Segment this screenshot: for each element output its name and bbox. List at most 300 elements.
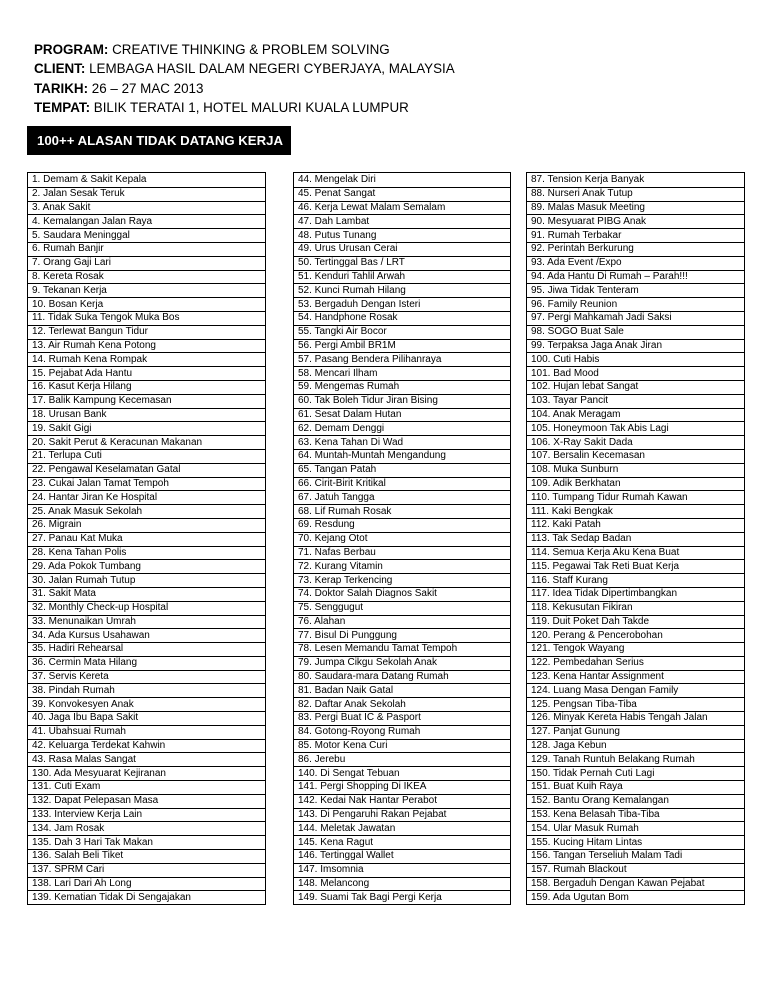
reason-cell: 57. Pasang Bendera Pilihanraya (294, 353, 511, 367)
column-gap (511, 712, 527, 726)
column-gap (511, 242, 527, 256)
table-row (28, 215, 745, 229)
table-row (28, 422, 745, 436)
table-row (28, 836, 745, 850)
reason-cell: 25. Anak Masuk Sekolah (28, 505, 266, 519)
tarikh-label: TARIKH: (34, 80, 89, 96)
column-gap (266, 781, 294, 795)
column-gap (266, 256, 294, 270)
reason-cell: 32. Monthly Check-up Hospital (28, 601, 266, 615)
column-gap (266, 270, 294, 284)
reason-cell: 121. Tengok Wayang (527, 643, 745, 657)
reason-cell: 33. Menunaikan Umrah (28, 615, 266, 629)
reason-cell: 43. Rasa Malas Sangat (28, 753, 266, 767)
column-gap (266, 725, 294, 739)
table-row (28, 353, 745, 367)
column-gap (266, 794, 294, 808)
reason-cell: 78. Lesen Memandu Tamat Tempoh (294, 643, 511, 657)
reason-cell: 15. Pejabat Ada Hantu (28, 367, 266, 381)
table-row (28, 684, 745, 698)
reason-cell: 102. Hujan lebat Sangat (527, 380, 745, 394)
reason-cell: 105. Honeymoon Tak Abis Lagi (527, 422, 745, 436)
table-row (28, 725, 745, 739)
column-gap (511, 684, 527, 698)
reason-cell: 126. Minyak Kereta Habis Tengah Jalan (527, 712, 745, 726)
reason-cell: 8. Kereta Rosak (28, 270, 266, 284)
reason-cell: 158. Bergaduh Dengan Kawan Pejabat (527, 877, 745, 891)
reason-cell: 139. Kematian Tidak Di Sengajakan (28, 891, 266, 905)
reason-cell: 7. Orang Gaji Lari (28, 256, 266, 270)
column-gap (511, 891, 527, 905)
reason-cell: 136. Salah Beli Tiket (28, 850, 266, 864)
reason-cell: 62. Demam Denggi (294, 422, 511, 436)
tempat-value: BILIK TERATAI 1, HOTEL MALURI KUALA LUMPUR (93, 100, 409, 116)
reason-cell: 26. Migrain (28, 518, 266, 532)
reason-cell: 109. Adik Berkhatan (527, 477, 745, 491)
column-gap (266, 656, 294, 670)
reason-cell: 9. Tekanan Kerja (28, 284, 266, 298)
reason-cell: 107. Bersalin Kecemasan (527, 449, 745, 463)
reason-cell: 4. Kemalangan Jalan Raya (28, 215, 266, 229)
column-gap (511, 477, 527, 491)
table-row (28, 505, 745, 519)
column-gap (266, 850, 294, 864)
reason-cell: 41. Ubahsuai Rumah (28, 725, 266, 739)
column-gap (266, 601, 294, 615)
table-row (28, 808, 745, 822)
table-row (28, 229, 745, 243)
column-gap (266, 560, 294, 574)
reason-cell: 58. Mencari Ilham (294, 367, 511, 381)
reason-cell: 5. Saudara Meninggal (28, 229, 266, 243)
reason-cell: 86. Jerebu (294, 753, 511, 767)
reason-cell: 112. Kaki Patah (527, 518, 745, 532)
column-gap (266, 367, 294, 381)
table-row (28, 753, 745, 767)
column-gap (266, 629, 294, 643)
column-gap (511, 215, 527, 229)
reason-cell: 29. Ada Pokok Tumbang (28, 560, 266, 574)
reason-cell: 95. Jiwa Tidak Tenteram (527, 284, 745, 298)
table-row (28, 712, 745, 726)
column-gap (266, 698, 294, 712)
reason-cell: 115. Pegawai Tak Reti Buat Kerja (527, 560, 745, 574)
reasons-table-body (28, 173, 745, 905)
reason-cell: 88. Nurseri Anak Tutup (527, 187, 745, 201)
reason-cell: 48. Putus Tunang (294, 229, 511, 243)
table-row (28, 698, 745, 712)
table-row (28, 394, 745, 408)
reason-cell: 17. Balik Kampung Kecemasan (28, 394, 266, 408)
reason-cell: 149. Suami Tak Bagi Pergi Kerja (294, 891, 511, 905)
reason-cell: 111. Kaki Bengkak (527, 505, 745, 519)
column-gap (511, 794, 527, 808)
table-row (28, 822, 745, 836)
reason-cell: 134. Jam Rosak (28, 822, 266, 836)
reason-cell: 80. Saudara-mara Datang Rumah (294, 670, 511, 684)
column-gap (511, 546, 527, 560)
column-gap (266, 187, 294, 201)
reason-cell: 61. Sesat Dalam Hutan (294, 408, 511, 422)
reason-cell: 138. Lari Dari Ah Long (28, 877, 266, 891)
table-row (28, 781, 745, 795)
reason-cell: 96. Family Reunion (527, 298, 745, 312)
reason-cell: 49. Urus Urusan Cerai (294, 242, 511, 256)
column-gap (511, 436, 527, 450)
column-gap (266, 574, 294, 588)
column-gap (511, 656, 527, 670)
table-row (28, 532, 745, 546)
reason-cell: 44. Mengelak Diri (294, 173, 511, 188)
reason-cell: 159. Ada Ugutan Bom (527, 891, 745, 905)
column-gap (266, 670, 294, 684)
column-gap (266, 325, 294, 339)
column-gap (511, 698, 527, 712)
column-gap (266, 836, 294, 850)
reasons-table (27, 172, 745, 905)
reason-cell: 146. Tertinggal Wallet (294, 850, 511, 864)
table-row (28, 242, 745, 256)
reason-cell: 11. Tidak Suka Tengok Muka Bos (28, 311, 266, 325)
reason-cell: 120. Perang & Pencerobohan (527, 629, 745, 643)
column-gap (511, 298, 527, 312)
reason-cell: 81. Badan Naik Gatal (294, 684, 511, 698)
reason-cell: 60. Tak Boleh Tidur Jiran Bising (294, 394, 511, 408)
reason-cell: 131. Cuti Exam (28, 781, 266, 795)
column-gap (511, 491, 527, 505)
reason-cell: 63. Kena Tahan Di Wad (294, 436, 511, 450)
reason-cell: 97. Pergi Mahkamah Jadi Saksi (527, 311, 745, 325)
reason-cell: 19. Sakit Gigi (28, 422, 266, 436)
column-gap (266, 449, 294, 463)
column-gap (511, 256, 527, 270)
column-gap (511, 725, 527, 739)
column-gap (511, 753, 527, 767)
reason-cell: 22. Pengawal Keselamatan Gatal (28, 463, 266, 477)
reason-cell: 108. Muka Sunburn (527, 463, 745, 477)
reason-cell: 84. Gotong-Royong Rumah (294, 725, 511, 739)
reason-cell: 59. Mengemas Rumah (294, 380, 511, 394)
column-gap (511, 629, 527, 643)
reason-cell: 133. Interview Kerja Lain (28, 808, 266, 822)
table-row (28, 850, 745, 864)
reason-cell: 129. Tanah Runtuh Belakang Rumah (527, 753, 745, 767)
reason-cell: 73. Kerap Terkencing (294, 574, 511, 588)
column-gap (266, 284, 294, 298)
column-gap (266, 712, 294, 726)
reason-cell: 116. Staff Kurang (527, 574, 745, 588)
table-row (28, 574, 745, 588)
reason-cell: 151. Buat Kuih Raya (527, 781, 745, 795)
reason-cell: 99. Terpaksa Jaga Anak Jiran (527, 339, 745, 353)
column-gap (511, 739, 527, 753)
column-gap (511, 339, 527, 353)
table-row (28, 436, 745, 450)
reason-cell: 6. Rumah Banjir (28, 242, 266, 256)
reason-cell: 122. Pembedahan Serius (527, 656, 745, 670)
table-row (28, 560, 745, 574)
table-row (28, 339, 745, 353)
table-row (28, 670, 745, 684)
table-row (28, 380, 745, 394)
reason-cell: 39. Konvokesyen Anak (28, 698, 266, 712)
program-line (34, 40, 455, 59)
reason-cell: 16. Kasut Kerja Hilang (28, 380, 266, 394)
table-row (28, 311, 745, 325)
reason-cell: 156. Tangan Terseliuh Malam Tadi (527, 850, 745, 864)
reason-cell: 20. Sakit Perut & Keracunan Makanan (28, 436, 266, 450)
column-gap (511, 808, 527, 822)
reason-cell: 68. Lif Rumah Rosak (294, 505, 511, 519)
column-gap (511, 463, 527, 477)
reason-cell: 66. Cirit-Birit Kritikal (294, 477, 511, 491)
column-gap (511, 367, 527, 381)
reason-cell: 40. Jaga Ibu Bapa Sakit (28, 712, 266, 726)
column-gap (511, 670, 527, 684)
table-row (28, 477, 745, 491)
column-gap (266, 298, 294, 312)
table-row (28, 463, 745, 477)
reason-cell: 103. Tayar Pancit (527, 394, 745, 408)
column-gap (266, 477, 294, 491)
reason-cell: 34. Ada Kursus Usahawan (28, 629, 266, 643)
reason-cell: 42. Keluarga Terdekat Kahwin (28, 739, 266, 753)
reason-cell: 74. Doktor Salah Diagnos Sakit (294, 587, 511, 601)
column-gap (266, 173, 294, 188)
column-gap (266, 436, 294, 450)
reason-cell: 50. Tertinggal Bas / LRT (294, 256, 511, 270)
column-gap (266, 863, 294, 877)
tarikh-value: 26 – 27 MAC 2013 (91, 80, 204, 96)
table-row (28, 325, 745, 339)
column-gap (266, 615, 294, 629)
table-row (28, 546, 745, 560)
reason-cell: 137. SPRM Cari (28, 863, 266, 877)
reason-cell: 145. Kena Ragut (294, 836, 511, 850)
column-gap (266, 822, 294, 836)
reason-cell: 12. Terlewat Bangun Tidur (28, 325, 266, 339)
column-gap (266, 491, 294, 505)
reason-cell: 37. Servis Kereta (28, 670, 266, 684)
column-gap (511, 767, 527, 781)
column-gap (266, 408, 294, 422)
table-row (28, 601, 745, 615)
column-gap (511, 229, 527, 243)
reason-cell: 46. Kerja Lewat Malam Semalam (294, 201, 511, 215)
column-gap (266, 684, 294, 698)
column-gap (266, 229, 294, 243)
column-gap (266, 518, 294, 532)
table-row (28, 173, 745, 188)
column-gap (266, 394, 294, 408)
reason-cell: 47. Dah Lambat (294, 215, 511, 229)
column-gap (511, 836, 527, 850)
reason-cell: 38. Pindah Rumah (28, 684, 266, 698)
reason-cell: 152. Bantu Orang Kemalangan (527, 794, 745, 808)
reason-cell: 36. Cermin Mata Hilang (28, 656, 266, 670)
reason-cell: 82. Daftar Anak Sekolah (294, 698, 511, 712)
column-gap (266, 753, 294, 767)
reason-cell: 92. Perintah Berkurung (527, 242, 745, 256)
reason-cell: 87. Tension Kerja Banyak (527, 173, 745, 188)
column-gap (266, 339, 294, 353)
column-gap (511, 325, 527, 339)
reason-cell: 72. Kurang Vitamin (294, 560, 511, 574)
reason-cell: 64. Muntah-Muntah Mengandung (294, 449, 511, 463)
reason-cell: 79. Jumpa Cikgu Sekolah Anak (294, 656, 511, 670)
reason-cell: 1. Demam & Sakit Kepala (28, 173, 266, 188)
reason-cell: 117. Idea Tidak Dipertimbangkan (527, 587, 745, 601)
reason-cell: 91. Rumah Terbakar (527, 229, 745, 243)
reason-cell: 119. Duit Poket Dah Takde (527, 615, 745, 629)
reason-cell: 51. Kenduri Tahlil Arwah (294, 270, 511, 284)
reason-cell: 77. Bisul Di Punggung (294, 629, 511, 643)
reason-cell: 76. Alahan (294, 615, 511, 629)
column-gap (266, 532, 294, 546)
reason-cell: 142. Kedai Nak Hantar Perabot (294, 794, 511, 808)
column-gap (266, 505, 294, 519)
reason-cell: 90. Mesyuarat PIBG Anak (527, 215, 745, 229)
program-value: CREATIVE THINKING & PROBLEM SOLVING (112, 42, 390, 57)
reason-cell: 98. SOGO Buat Sale (527, 325, 745, 339)
reason-cell: 148. Melancong (294, 877, 511, 891)
reason-cell: 127. Panjat Gunung (527, 725, 745, 739)
column-gap (266, 463, 294, 477)
table-row (28, 367, 745, 381)
table-row (28, 643, 745, 657)
column-gap (511, 353, 527, 367)
column-gap (266, 587, 294, 601)
client-value: LEMBAGA HASIL DALAM NEGERI CYBERJAYA, MALAYSIA (89, 61, 455, 77)
column-gap (266, 201, 294, 215)
reason-cell: 113. Tak Sedap Badan (527, 532, 745, 546)
table-row (28, 794, 745, 808)
table-row (28, 256, 745, 270)
column-gap (266, 643, 294, 657)
column-gap (511, 601, 527, 615)
reason-cell: 28. Kena Tahan Polis (28, 546, 266, 560)
column-gap (266, 767, 294, 781)
reason-cell: 150. Tidak Pernah Cuti Lagi (527, 767, 745, 781)
table-row (28, 518, 745, 532)
column-gap (511, 781, 527, 795)
reason-cell: 69. Resdung (294, 518, 511, 532)
table-row (28, 449, 745, 463)
reason-cell: 130. Ada Mesyuarat Kejiranan (28, 767, 266, 781)
reason-cell: 114. Semua Kerja Aku Kena Buat (527, 546, 745, 560)
reason-cell: 100. Cuti Habis (527, 353, 745, 367)
column-gap (511, 587, 527, 601)
reason-cell: 2. Jalan Sesak Teruk (28, 187, 266, 201)
column-gap (511, 422, 527, 436)
reason-cell: 54. Handphone Rosak (294, 311, 511, 325)
column-gap (511, 408, 527, 422)
reason-cell: 67. Jatuh Tangga (294, 491, 511, 505)
reason-cell: 89. Malas Masuk Meeting (527, 201, 745, 215)
tarikh-line (34, 79, 455, 98)
table-row (28, 491, 745, 505)
column-gap (511, 505, 527, 519)
tempat-line (34, 98, 455, 117)
reason-cell: 125. Pengsan Tiba-Tiba (527, 698, 745, 712)
column-gap (266, 380, 294, 394)
reason-cell: 141. Pergi Shopping Di IKEA (294, 781, 511, 795)
column-gap (266, 311, 294, 325)
document-header (34, 40, 455, 118)
reason-cell: 30. Jalan Rumah Tutup (28, 574, 266, 588)
reason-cell: 45. Penat Sangat (294, 187, 511, 201)
reason-cell: 135. Dah 3 Hari Tak Makan (28, 836, 266, 850)
reason-cell: 110. Tumpang Tidur Rumah Kawan (527, 491, 745, 505)
reason-cell: 18. Urusan Bank (28, 408, 266, 422)
column-gap (266, 422, 294, 436)
reason-cell: 106. X-Ray Sakit Dada (527, 436, 745, 450)
table-row (28, 891, 745, 905)
column-gap (266, 242, 294, 256)
reason-cell: 153. Kena Belasah Tiba-Tiba (527, 808, 745, 822)
reason-cell: 124. Luang Masa Dengan Family (527, 684, 745, 698)
table-row (28, 587, 745, 601)
reason-cell: 70. Kejang Otot (294, 532, 511, 546)
column-gap (511, 394, 527, 408)
column-gap (511, 532, 527, 546)
reason-cell: 143. Di Pengaruhi Rakan Pejabat (294, 808, 511, 822)
table-row (28, 863, 745, 877)
column-gap (511, 643, 527, 657)
reason-cell: 56. Pergi Ambil BR1M (294, 339, 511, 353)
column-gap (511, 187, 527, 201)
reason-cell: 53. Bergaduh Dengan Isteri (294, 298, 511, 312)
reason-cell: 14. Rumah Kena Rompak (28, 353, 266, 367)
column-gap (511, 560, 527, 574)
reason-cell: 10. Bosan Kerja (28, 298, 266, 312)
column-gap (511, 380, 527, 394)
section-banner: 100++ ALASAN TIDAK DATANG KERJA (27, 126, 291, 155)
reason-cell: 147. Imsomnia (294, 863, 511, 877)
column-gap (511, 877, 527, 891)
reason-cell: 31. Sakit Mata (28, 587, 266, 601)
table-row (28, 877, 745, 891)
table-row (28, 201, 745, 215)
table-row (28, 767, 745, 781)
reason-cell: 144. Meletak Jawatan (294, 822, 511, 836)
column-gap (266, 877, 294, 891)
column-gap (266, 353, 294, 367)
column-gap (511, 850, 527, 864)
reason-cell: 132. Dapat Pelepasan Masa (28, 794, 266, 808)
reason-cell: 24. Hantar Jiran Ke Hospital (28, 491, 266, 505)
reason-cell: 83. Pergi Buat IC & Pasport (294, 712, 511, 726)
column-gap (266, 739, 294, 753)
reason-cell: 94. Ada Hantu Di Rumah – Parah!!! (527, 270, 745, 284)
reason-cell: 55. Tangki Air Bocor (294, 325, 511, 339)
client-label: CLIENT: (34, 61, 86, 77)
reason-cell: 157. Rumah Blackout (527, 863, 745, 877)
tempat-label: TEMPAT: (34, 100, 91, 116)
table-row (28, 284, 745, 298)
reason-cell: 85. Motor Kena Curi (294, 739, 511, 753)
column-gap (511, 201, 527, 215)
reason-cell: 128. Jaga Kebun (527, 739, 745, 753)
program-label: PROGRAM: (34, 42, 109, 57)
column-gap (511, 173, 527, 188)
column-gap (511, 270, 527, 284)
table-row (28, 615, 745, 629)
reason-cell: 154. Ular Masuk Rumah (527, 822, 745, 836)
column-gap (511, 822, 527, 836)
table-row (28, 187, 745, 201)
table-row (28, 270, 745, 284)
